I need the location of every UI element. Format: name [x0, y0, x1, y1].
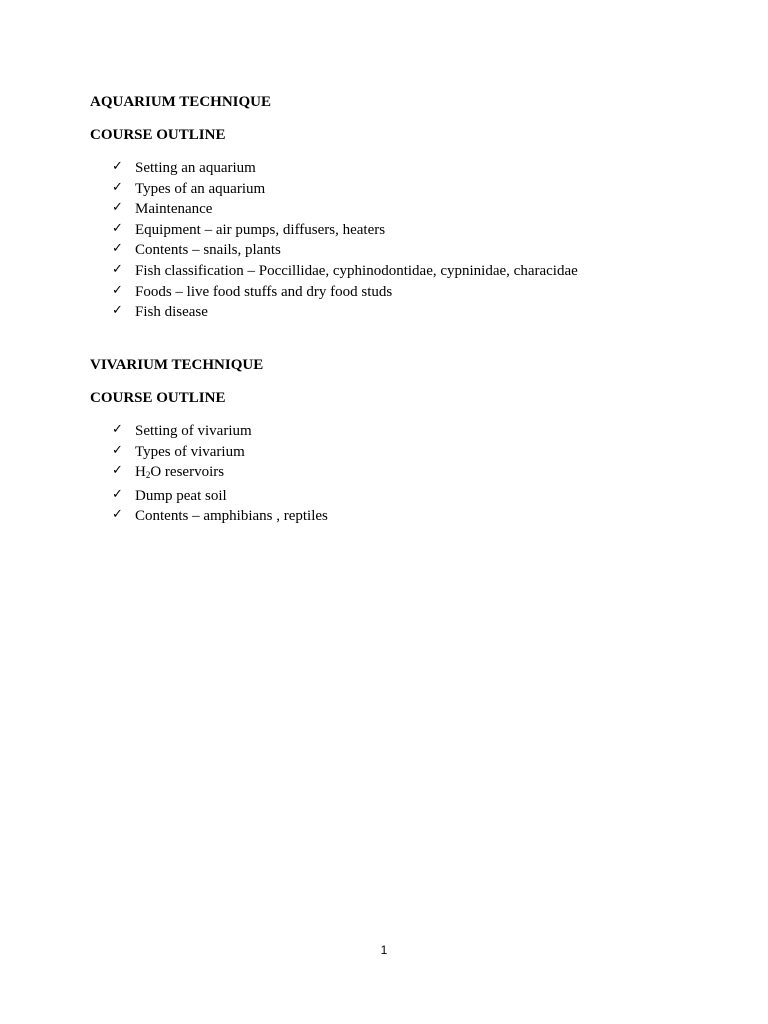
- formula-suffix: O reservoirs: [150, 464, 225, 481]
- list-item: [90, 179, 730, 200]
- list-item: [90, 220, 730, 241]
- list-item: [90, 261, 730, 282]
- checkmark-icon: ✓: [112, 261, 123, 277]
- list-item-text: Setting an aquarium: [135, 160, 256, 176]
- aquarium-title: AQUARIUM TECHNIQUE: [90, 94, 271, 110]
- list-item-text: [135, 464, 224, 480]
- aquarium-course-list: [90, 158, 730, 323]
- list-item-text: Fish disease: [135, 304, 208, 321]
- checkmark-icon: ✓: [112, 463, 123, 479]
- aquarium-section: [90, 93, 730, 323]
- list-item: [90, 158, 730, 179]
- vivarium-course-list: [90, 421, 730, 527]
- list-item-text: Setting of vivarium: [135, 423, 252, 439]
- checkmark-icon: ✓: [112, 507, 123, 523]
- checkmark-icon: ✓: [112, 282, 123, 298]
- list-item-text: Fish classification – Poccillidae, cyphinodontidae, cypninidae, characidae: [135, 262, 578, 279]
- list-item: [90, 462, 730, 486]
- list-item-text: Equipment – air pumps, diffusers, heaters: [135, 221, 386, 238]
- vivarium-section: [90, 356, 730, 527]
- checkmark-icon: ✓: [112, 200, 123, 216]
- list-item-text: Foods – live food stuffs and dry food studs: [135, 283, 393, 300]
- vivarium-title: VIVARIUM TECHNIQUE: [90, 357, 264, 373]
- vivarium-outline-heading: COURSE OUTLINE: [90, 390, 226, 406]
- checkmark-icon: ✓: [112, 442, 123, 458]
- list-item-text: Types of an aquarium: [135, 180, 266, 197]
- list-item-text: Dump peat soil: [135, 487, 227, 504]
- checkmark-icon: ✓: [112, 486, 123, 502]
- list-item: [90, 240, 730, 261]
- checkmark-icon: ✓: [112, 220, 123, 236]
- list-item-text: Types of vivarium: [135, 443, 245, 460]
- list-item: [90, 421, 730, 442]
- list-item: [90, 506, 730, 527]
- formula-prefix: H: [135, 464, 146, 481]
- checkmark-icon: ✓: [112, 159, 123, 174]
- checkmark-icon: ✓: [112, 303, 123, 319]
- formula-subscript: 2: [145, 470, 151, 481]
- aquarium-outline-heading: COURSE OUTLINE: [90, 127, 226, 143]
- checkmark-icon: ✓: [112, 179, 123, 195]
- list-item-text: Contents – snails, plants: [135, 242, 281, 259]
- list-item: [90, 442, 730, 463]
- list-item: [90, 486, 730, 507]
- checkmark-icon: ✓: [112, 422, 123, 437]
- list-item: [90, 302, 730, 323]
- list-item: [90, 282, 730, 303]
- list-item-text: Contents – amphibians , reptiles: [135, 508, 328, 525]
- list-item-text: Maintenance: [135, 201, 213, 218]
- list-item: [90, 199, 730, 220]
- page-number: 1: [380, 943, 388, 957]
- checkmark-icon: ✓: [112, 241, 123, 257]
